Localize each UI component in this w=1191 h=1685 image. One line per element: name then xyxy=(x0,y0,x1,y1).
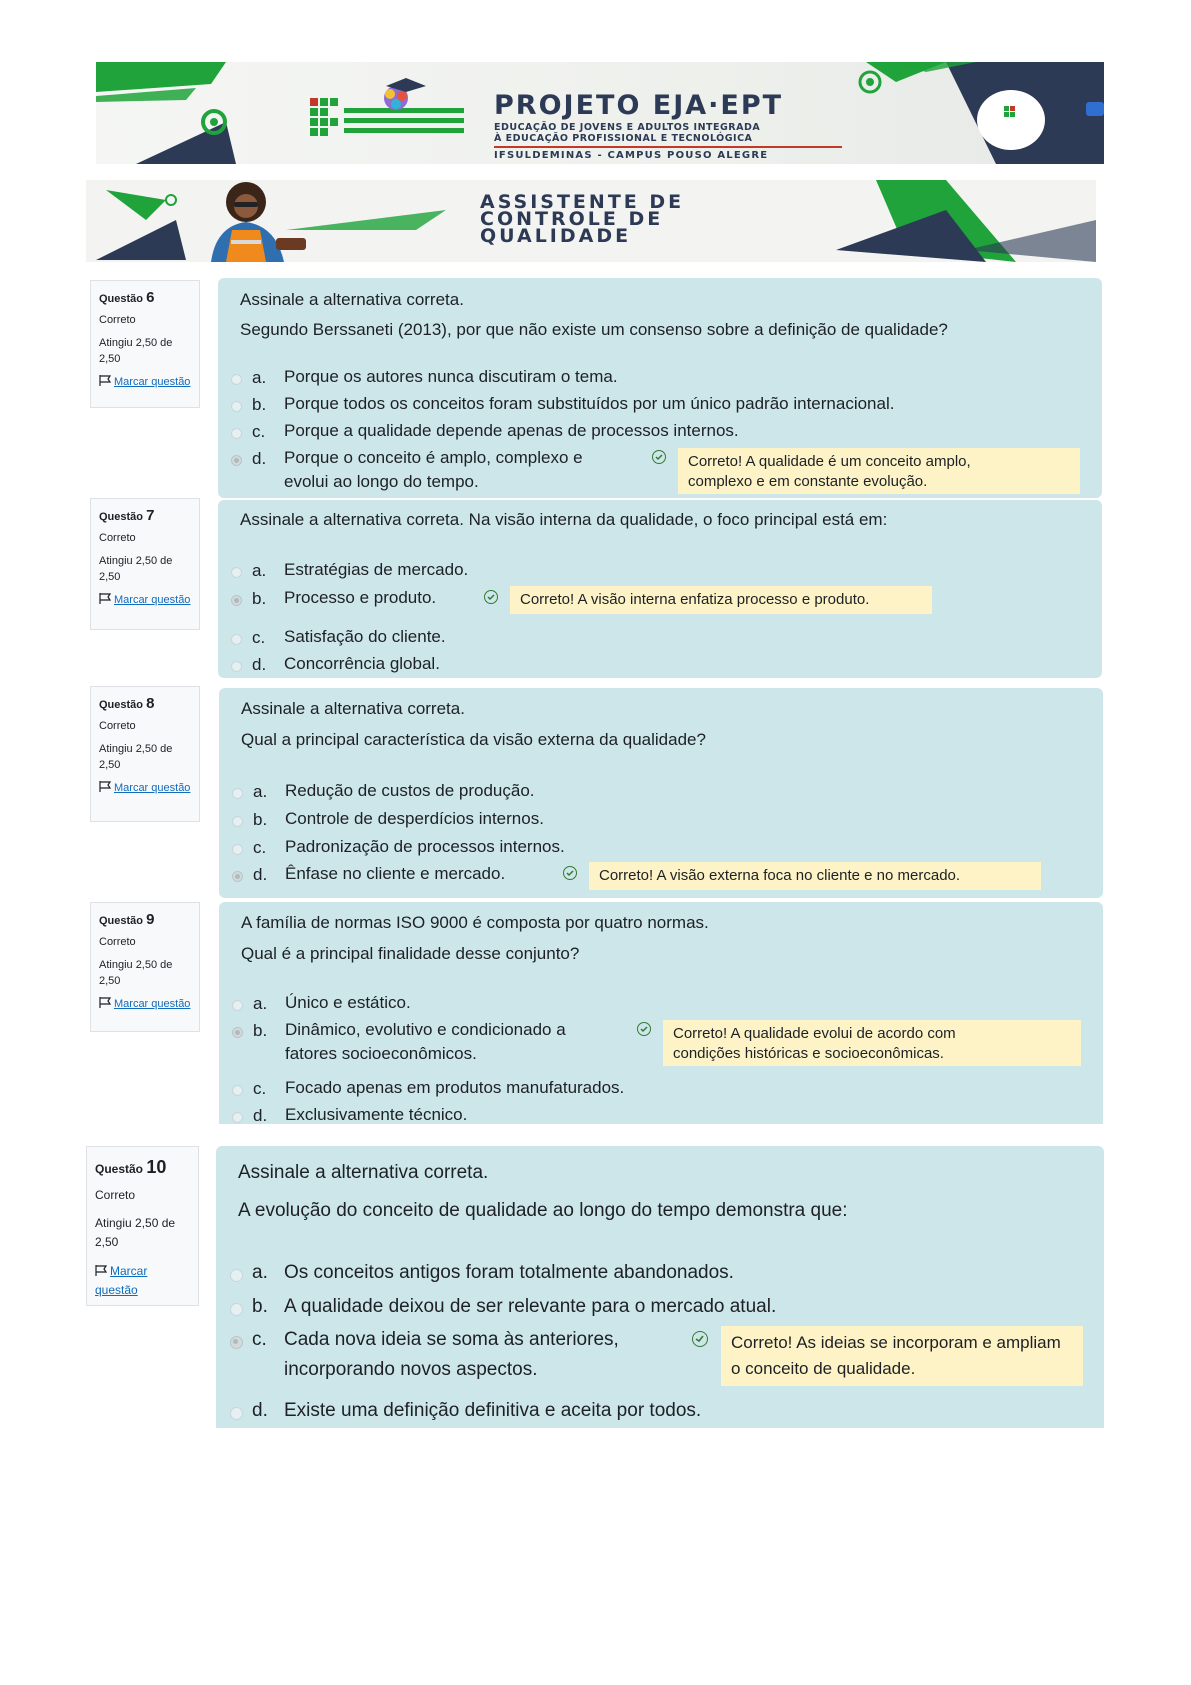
question-number: Questão 10 xyxy=(95,1157,167,1177)
question-info xyxy=(90,686,200,822)
correct-check-icon xyxy=(692,1331,708,1347)
course-title: ASSISTENTE DE CONTROLE DE QUALIDADE xyxy=(480,191,685,247)
question-text: Qual é a principal finalidade desse conjunto? xyxy=(241,944,580,963)
answer-radio[interactable] xyxy=(231,455,242,466)
flag-icon xyxy=(99,375,112,386)
feedback-box: Correto! A qualidade evolui de acordo com condições históricas e socioeconômicas. xyxy=(663,1020,1081,1066)
question-text: A família de normas ISO 9000 é composta por quatro normas. xyxy=(241,913,709,932)
question-content: Assinale a alternativa correta. Na visão interna da qualidade, o foco principal está em: a. Estratégias de mercado. b. Processo e produto. Correto! A visão interna enfatiza processo e produto. c. Satisfação do cliente. d. Concorrência global. xyxy=(218,500,1102,678)
question-info xyxy=(86,1146,199,1306)
question-content: Assinale a alternativa correta. Segundo Berssaneti (2013), por que não existe um consenso sobre a definição de qualidade? a. Porque os autores nunca discutiram o tema. b. Porque todos os conceitos foram substituídos por um único padrão internacional. c. Porque a qualidade depende apenas de processos internos. d. Porque o conceito é amplo, complexo e evolui ao longo do tempo. Correto! A qualidade é um conceito amplo, complexo e em constante evolução. xyxy=(218,278,1102,498)
project-subtitle-line2: À EDUCAÇÃO PROFISSIONAL E TECNOLÓGICA xyxy=(494,133,753,144)
question-state: Correto xyxy=(99,314,136,326)
project-subtitle-line1: EDUCAÇÃO DE JOVENS E ADULTOS INTEGRADA xyxy=(494,122,761,133)
question-state: Correto xyxy=(95,1188,136,1202)
question-info xyxy=(90,280,200,408)
answer-radio[interactable] xyxy=(232,871,243,882)
answer-radio[interactable] xyxy=(231,428,242,439)
answer-radio[interactable] xyxy=(231,401,242,412)
question-grade: Atingiu 2,50 de 2,50 xyxy=(99,555,173,583)
question-text: Assinale a alternativa correta. xyxy=(238,1162,489,1183)
flag-icon xyxy=(95,1265,108,1276)
answer-radio[interactable] xyxy=(232,1000,243,1011)
flag-question-link[interactable]: Marcar questão xyxy=(99,375,191,390)
feedback-box: Correto! A visão interna enfatiza processo e produto. xyxy=(510,586,932,614)
answer-radio[interactable] xyxy=(230,1269,243,1282)
answer-radio[interactable] xyxy=(231,595,242,606)
question-info xyxy=(90,498,200,630)
question-state: Correto xyxy=(99,720,136,732)
question-grade: Atingiu 2,50 de 2,50 xyxy=(99,959,173,987)
question-text: Qual a principal característica da visão externa da qualidade? xyxy=(241,730,706,749)
question-text: Assinale a alternativa correta. xyxy=(241,699,465,718)
question-number: Questão 8 xyxy=(99,695,155,712)
question-text: Assinale a alternativa correta. Na visão interna da qualidade, o foco principal está em: xyxy=(240,510,888,529)
project-campus: IFSULDEMINAS - CAMPUS POUSO ALEGRE xyxy=(494,150,769,161)
banner-divider xyxy=(494,146,842,148)
correct-check-icon xyxy=(637,1022,651,1036)
answer-radio[interactable] xyxy=(230,1303,243,1316)
answer-radio[interactable] xyxy=(232,844,243,855)
flag-icon xyxy=(99,593,112,604)
answer-radio[interactable] xyxy=(232,1112,243,1123)
answer-radio[interactable] xyxy=(231,374,242,385)
project-banner xyxy=(96,62,1104,164)
question-grade: Atingiu 2,50 de 2,50 xyxy=(99,337,173,365)
flag-question-link[interactable]: Marcar questão xyxy=(99,997,191,1012)
answer-radio[interactable] xyxy=(231,661,242,672)
question-state: Correto xyxy=(99,532,136,544)
answer-radio[interactable] xyxy=(231,634,242,645)
flag-question-link[interactable]: Marcar questão xyxy=(99,593,191,608)
feedback-box: Correto! A qualidade é um conceito amplo, complexo e em constante evolução. xyxy=(678,448,1080,494)
question-state: Correto xyxy=(99,936,136,948)
answer-radio[interactable] xyxy=(232,788,243,799)
flag-question-link[interactable]: Marcar questão xyxy=(99,781,191,796)
feedback-box: Correto! A visão externa foca no cliente e no mercado. xyxy=(589,862,1041,890)
answer-radio[interactable] xyxy=(230,1336,243,1349)
feedback-box: Correto! As ideias se incorporam e ampliam o conceito de qualidade. xyxy=(721,1326,1083,1386)
question-content: Assinale a alternativa correta. A evolução do conceito de qualidade ao longo do tempo demonstra que: a. Os conceitos antigos foram totalmente abandonados. b. A qualidade deixou de ser relevante para o mercado atual. c. Cada nova ideia se soma às anteriores, incorporando novos aspectos. Correto! As ideias se incorporam e ampliam o conceito de qualidade. d. Existe uma definição definitiva e aceita por todos. xyxy=(216,1146,1104,1428)
correct-check-icon xyxy=(563,866,577,880)
question-info xyxy=(90,902,200,1032)
correct-check-icon xyxy=(652,450,666,464)
question-number: Questão 7 xyxy=(99,507,155,524)
question-number: Questão 9 xyxy=(99,911,155,928)
project-title: PROJETO EJA·EPT xyxy=(494,90,784,121)
question-number: Questão 6 xyxy=(99,289,155,306)
answer-radio[interactable] xyxy=(230,1407,243,1420)
flag-icon xyxy=(99,997,112,1008)
question-text: Segundo Berssaneti (2013), por que não existe um consenso sobre a definição de qualidade? xyxy=(240,320,948,339)
question-text: Assinale a alternativa correta. xyxy=(240,290,464,309)
question-content: A família de normas ISO 9000 é composta por quatro normas. Qual é a principal finalidade desse conjunto? a. Único e estático. b. Dinâmico, evolutivo e condicionado a fatores socioeconômicos. Correto! A qualidade evolui de acordo com condições históricas e socioeconômicas. c. Focado apenas em produtos manufaturados. d. Exclusivamente técnico. xyxy=(219,902,1103,1124)
flag-icon xyxy=(99,781,112,792)
answer-radio[interactable] xyxy=(232,1085,243,1096)
question-content: Assinale a alternativa correta. Qual a principal característica da visão externa da qualidade? a. Redução de custos de produção. b. Controle de desperdícios internos. c. Padronização de processos internos. d. Ênfase no cliente e mercado. Correto! A visão externa foca no cliente e no mercado. xyxy=(219,688,1103,898)
answer-radio[interactable] xyxy=(231,567,242,578)
flag-question-link[interactable]: Marcar questão xyxy=(95,1264,148,1297)
course-banner xyxy=(86,180,1096,262)
question-text: A evolução do conceito de qualidade ao longo do tempo demonstra que: xyxy=(238,1200,848,1221)
question-grade: Atingiu 2,50 de 2,50 xyxy=(99,743,173,771)
question-grade: Atingiu 2,50 de 2,50 xyxy=(95,1216,176,1249)
answer-radio[interactable] xyxy=(232,816,243,827)
answer-radio[interactable] xyxy=(232,1027,243,1038)
correct-check-icon xyxy=(484,590,498,604)
